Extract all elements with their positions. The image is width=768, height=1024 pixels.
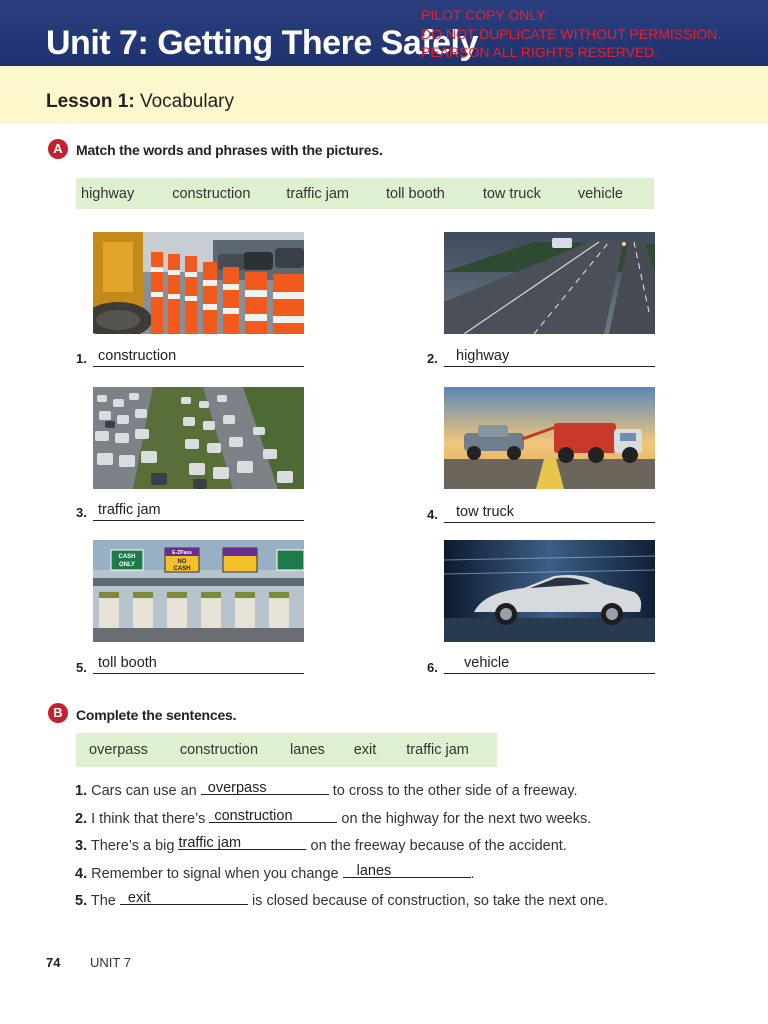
word-bank-item: lanes [290, 742, 325, 758]
sentence-5 [75, 889, 608, 909]
word-bank-item: traffic jam [406, 742, 469, 758]
unit-title: Unit 7: Getting There Safely [46, 24, 478, 62]
item-number: 2. [427, 351, 438, 366]
section-a-word-bank [76, 178, 654, 209]
sentence-number: 1. [75, 783, 88, 799]
word-bank-item: construction [179, 742, 259, 758]
sentence-text-before: Remember to signal when you change [91, 866, 339, 882]
word-bank-item: traffic jam [286, 185, 349, 202]
lesson-name: Vocabulary [139, 91, 234, 112]
sentence-text-after: to cross to the other side of a freeway. [332, 783, 578, 799]
word-bank-item: exit [353, 742, 377, 758]
toll-sign-text: ONLY [118, 562, 136, 568]
word-bank-item: construction [172, 185, 251, 202]
sentence-number: 3. [75, 838, 88, 854]
sentence-3 [75, 834, 567, 854]
answer-line [76, 502, 304, 522]
lesson-heading [46, 91, 234, 113]
sentence-2 [75, 807, 591, 827]
sentence-number: 2. [75, 811, 88, 827]
answer-text: lanes [356, 863, 392, 879]
answer-blank [120, 889, 248, 905]
answer-line [427, 504, 655, 524]
sentence-number: 5. [75, 893, 88, 909]
item-number: 3. [76, 505, 87, 520]
construction-photo [93, 232, 304, 334]
answer-text: exit [127, 890, 151, 906]
toll-sign-text: NO [177, 559, 187, 565]
sentence-text-before: The [90, 893, 116, 909]
item-number: 6. [427, 660, 438, 675]
vehicle-photo [444, 540, 655, 642]
sentence-text-before: I think that there’s [91, 811, 206, 827]
section-a-badge: A [48, 139, 68, 159]
sentence-text-after: is closed because of construction, so take the next one. [251, 893, 609, 909]
answer-line [76, 348, 304, 368]
sentence-text-after: on the highway for the next two weeks. [341, 811, 592, 827]
toll-sign-text: E-ZPass [172, 550, 192, 556]
word-bank-item: toll booth [385, 185, 445, 202]
section-a-instruction: Match the words and phrases with the pictures. [76, 142, 383, 158]
pilot-copy-watermark [421, 6, 721, 62]
answer-line [76, 655, 304, 675]
answer-blank [209, 807, 337, 823]
answer-text: toll booth [98, 655, 157, 671]
watermark-line: PEARSON ALL RIGHTS RESERVED. [421, 44, 659, 60]
answer-blank [178, 834, 306, 850]
answer-text: tow truck [456, 504, 515, 520]
answer-line [427, 348, 655, 368]
section-b-badge: B [48, 703, 68, 723]
sentence-1 [75, 779, 578, 799]
answer-text: overpass [207, 780, 267, 796]
answer-text: vehicle [464, 655, 510, 671]
answer-text: traffic jam [178, 835, 242, 851]
sentence-text-before: Cars can use an [91, 783, 197, 799]
answer-text: traffic jam [98, 502, 161, 518]
word-bank-item: vehicle [577, 185, 623, 202]
toll-sign-text: CASH [118, 554, 136, 560]
lesson-number: Lesson 1: [46, 91, 135, 112]
watermark-line: PILOT COPY ONLY. [421, 7, 548, 23]
highway-photo [444, 232, 655, 334]
item-number: 4. [427, 507, 438, 522]
page-number: 74 [46, 955, 61, 970]
footer-unit-label: UNIT 7 [90, 955, 131, 970]
toll-booth-photo [93, 540, 304, 642]
section-b-word-bank [76, 733, 497, 767]
sentence-number: 4. [75, 866, 88, 882]
toll-sign-text: CASH [173, 566, 191, 572]
tow-truck-photo [444, 387, 655, 489]
sentence-text-after: . [470, 866, 475, 882]
answer-line [427, 655, 655, 675]
answer-blank [343, 862, 471, 878]
section-b-instruction: Complete the sentences. [76, 707, 237, 723]
item-number: 1. [76, 351, 87, 366]
answer-text: construction [214, 808, 293, 824]
answer-text: construction [98, 348, 177, 364]
traffic-jam-photo [93, 387, 304, 489]
sentence-4 [75, 862, 475, 882]
answer-blank [201, 779, 329, 795]
answer-text: highway [456, 348, 510, 364]
word-bank-item: tow truck [482, 185, 541, 202]
watermark-line: DO NOT DUPLICATE WITHOUT PERMISSION. [421, 25, 722, 42]
item-number: 5. [76, 660, 87, 675]
word-bank-item: highway [81, 185, 135, 202]
sentence-text-after: on the freeway because of the accident. [310, 838, 567, 854]
word-bank-item: overpass [89, 742, 148, 758]
sentence-text-before: There’s a big [90, 838, 175, 854]
